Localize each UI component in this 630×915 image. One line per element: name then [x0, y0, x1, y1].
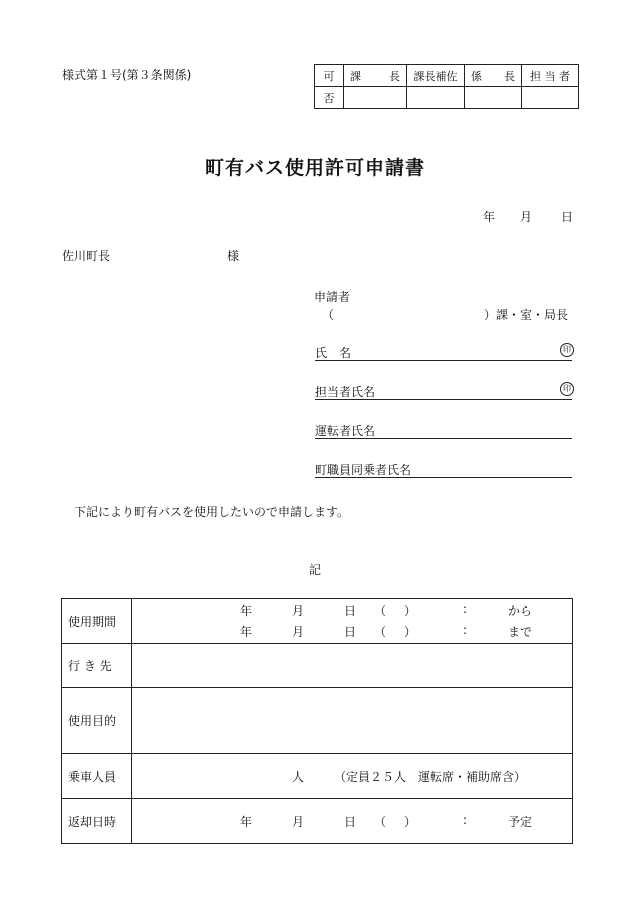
approval-col-staff: 担 当 者: [522, 65, 579, 87]
return-label: 返却日時: [62, 799, 132, 844]
stamp-box-staff: [522, 87, 579, 109]
period-label: 使用期間: [62, 599, 132, 644]
seal-mark: 印: [560, 382, 574, 396]
honorific: 様: [227, 249, 240, 263]
destination-value[interactable]: [132, 644, 573, 688]
applicant-name-field[interactable]: [315, 344, 572, 361]
companion-name-label: 町職員同乗者氏名: [315, 463, 412, 477]
approval-col-section-chief: 課 長: [344, 65, 407, 87]
addressee: 佐川町長: [62, 249, 111, 263]
staff-name-field[interactable]: [315, 383, 572, 400]
companion-name-field[interactable]: [315, 461, 572, 478]
driver-name-field[interactable]: [315, 422, 572, 439]
staff-name-label: 担当者氏名: [315, 385, 376, 399]
stamp-box-deputy-chief: [407, 87, 465, 109]
period-to-line: 年 月 日 （ ） : まで: [240, 623, 533, 639]
document-title: 町有バス使用許可申請書: [204, 157, 425, 179]
approval-ka: 可: [315, 65, 344, 87]
form-number: 様式第１号(第３条関係): [62, 68, 192, 82]
seal-mark: 印: [560, 343, 574, 357]
destination-label: 行 き 先: [62, 644, 132, 688]
stamp-box-section-chief: [344, 87, 407, 109]
purpose-label: 使用目的: [62, 688, 132, 754]
passengers-note: （定員２５人 運転席・補助席含）: [334, 770, 527, 784]
approval-hi: 否: [315, 87, 344, 109]
details-table: [61, 598, 573, 844]
stamp-box-subsection-chief: [465, 87, 522, 109]
return-value[interactable]: [132, 799, 573, 844]
return-line: 年 月 日 （ ） : 予定: [240, 813, 533, 829]
approval-col-deputy-chief: 課長補佐: [407, 65, 465, 87]
purpose-value[interactable]: [132, 688, 573, 754]
approval-stamp-table: [314, 64, 579, 109]
date-line: 年 月 日: [483, 210, 574, 224]
lead-text: 下記により町有バスを使用したいので申請します。: [74, 505, 350, 519]
applicant-name-label: 氏 名: [315, 346, 352, 360]
passengers-unit: 人: [292, 770, 305, 784]
driver-name-label: 運転者氏名: [315, 424, 376, 438]
period-value[interactable]: [132, 599, 573, 644]
applicant-label: 申請者: [314, 290, 351, 304]
ki-heading: 記: [308, 563, 321, 577]
period-from-line: 年 月 日 （ ） : から: [240, 602, 533, 618]
passengers-label: 乗車人員: [62, 754, 132, 799]
passengers-value[interactable]: [132, 754, 573, 799]
approval-col-subsection-chief: 係 長: [465, 65, 522, 87]
